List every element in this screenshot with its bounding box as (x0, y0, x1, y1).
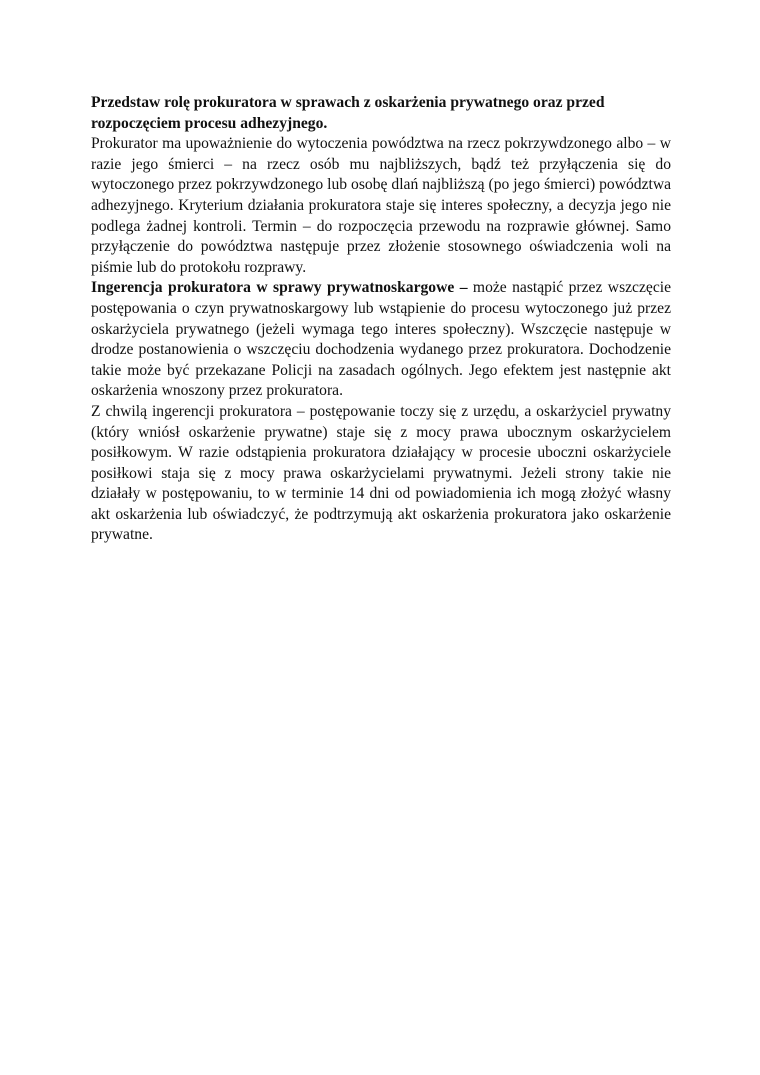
paragraph-lead-term: Ingerencja prokuratora w sprawy prywatnoskargowe – (91, 279, 468, 297)
document-body (91, 93, 671, 546)
paragraph-adhesion-role: Prokurator ma upoważnienie do wytoczenia powództwa na rzecz pokrzywdzonego albo – w razie jego śmierci – na rzecz osób mu najbliższych, bądź też przyłączenia się do wytoczonego przez pokrzywdzonego lub osobę dlań najbliższą (po jego śmierci) powództwa adhezyjnego. Kryterium działania prokuratora staje się interes społeczny, a decyzja jego nie podlega żadnej kontroli. Termin – do rozpoczęcia przewodu na rozprawie głównej. Samo przyłączenie do powództwa następuje przez złożenie stosownego oświadczenia woli na piśmie lub do protokołu rozprawy. (91, 135, 671, 276)
paragraph-private-prosecution-text: może nastąpić przez wszczęcie postępowania o czyn prywatnoskargowy lub wstąpienie do procesu wytoczonego już przez oskarżyciela prywatnego (jeżeli wymaga tego interes społeczny). Wszczęcie następuje w drodze postanowienia o wszczęciu dochodzenia wydanego przez prokuratora. Dochodzenie takie może być przekazane Policji na zasadach ogólnych. Jego efektem jest następnie akt oskarżenia wnoszony przez prokuratora. (91, 279, 671, 400)
paragraph-private-prosecution (91, 278, 671, 402)
paragraph-consequences: Z chwilą ingerencji prokuratora – postępowanie toczy się z urzędu, a oskarżyciel prywatny (który wniósł oskarżenie prywatne) staje się z mocy prawa ubocznym oskarżycielem posiłkowym. W razie odstąpienia prokuratora działający w procesie uboczni oskarżyciele posiłkowi staja się z mocy prawa oskarżycielami prywatnymi. Jeżeli strony takie nie działały w postępowaniu, to w terminie 14 dni od powiadomienia ich mogą złożyć własny akt oskarżenia lub oświadczyć, że podtrzymują akt oskarżenia prokuratora jako oskarżenie prywatne. (91, 402, 671, 544)
question-heading: Przedstaw rolę prokuratora w sprawach z oskarżenia prywatnego oraz przed rozpoczęciem procesu adhezyjnego. (91, 94, 605, 132)
